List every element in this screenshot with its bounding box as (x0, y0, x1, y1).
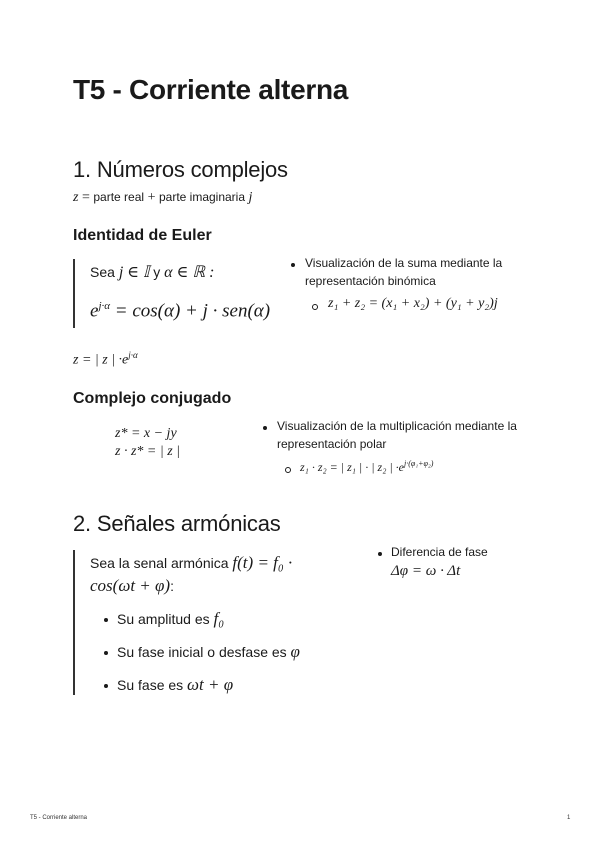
list-item-amplitud (117, 609, 224, 629)
text-y: y (149, 264, 165, 280)
bullet-dot (104, 651, 108, 655)
math-polar-exponent: j·α (128, 350, 138, 360)
math-j-in-imag: j ∈ 𝕀 (118, 264, 150, 281)
euler-formula (90, 300, 270, 322)
math-cos: cos(ωt + φ) (90, 576, 171, 595)
formula-diferencia-fase: Δφ = ω · Δt (391, 563, 461, 579)
blockquote-bar (73, 550, 75, 695)
bullet-multiplicacion-polar: Visualización de la multiplicación mediante la representación polar (277, 419, 517, 451)
item-math: f₀ (213, 609, 225, 628)
bullet-dot (104, 684, 108, 688)
formula-multiplicacion-polar (300, 459, 433, 475)
text-parte-imaginaria: parte imaginaria (158, 190, 246, 204)
section-heading-senales-armonicas: 2. Señales armónicas (73, 511, 281, 536)
math-alpha-in-real: α ∈ ℝ : (164, 264, 215, 281)
item-text: Su fase es (117, 677, 188, 693)
item-text: Su fase inicial o desfase es (117, 644, 291, 660)
formula-suma-binomica: z₁ + z₂ = (x₁ + x₂) + (y₁ + y₂)j (328, 296, 498, 311)
item-math: ωt + φ (187, 675, 234, 694)
math-exponent: j·α (98, 300, 111, 312)
list-item-fase-inicial (117, 642, 300, 662)
armonica-intro-line-2 (90, 576, 174, 596)
bullet-dot (291, 263, 295, 267)
conjugado-line-1: z* = x − jy (115, 426, 177, 441)
text-sea: Sea (90, 264, 119, 280)
bullet-diferencia-fase: Diferencia de fase (391, 545, 488, 559)
bullet-dot (104, 618, 108, 622)
math-f-t: f(t) = f₀ · (232, 553, 293, 572)
sub-bullet-ring (285, 467, 291, 473)
math-polar: z = | z | ·e (73, 352, 129, 368)
math-product: z₁ · z₂ = | z₁ | · | z₂ | ·e (300, 460, 404, 474)
math-euler-rhs: = cos(α) + j · sen(α) (110, 300, 271, 322)
math-j: j (245, 190, 253, 205)
text-parte-real: parte real (93, 190, 145, 204)
bullet-dot (263, 426, 267, 430)
subsection-heading-euler: Identidad de Euler (73, 227, 212, 244)
text-colon: : (170, 578, 174, 594)
list-item-fase (117, 675, 233, 695)
math-equals: = (78, 190, 94, 205)
section-heading-numeros-complejos: 1. Números complejos (73, 157, 288, 182)
blockquote-bar (73, 259, 75, 328)
math-product-exponent: j·(φ₁+φ₂) (404, 459, 434, 468)
armonica-intro-line-1 (90, 553, 292, 573)
math-z: z (73, 190, 79, 205)
euler-premise (90, 262, 214, 282)
complex-definition (73, 188, 252, 206)
bullet-dot (378, 552, 382, 556)
subsection-heading-conjugado: Complejo conjugado (73, 390, 232, 407)
item-text: Su amplitud es (117, 611, 214, 627)
footer-title: T5 - Corriente alterna (30, 815, 88, 821)
sub-bullet-ring (312, 304, 318, 310)
text-sea-senal: Sea la senal armónica (90, 555, 233, 571)
page-number: 1 (567, 815, 571, 821)
item-math: φ (290, 642, 300, 661)
math-plus: + (144, 190, 159, 205)
polar-form (73, 350, 138, 369)
bullet-suma-binomica: Visualización de la suma mediante la representación binómica (305, 256, 503, 288)
conjugado-line-2: z · z* = | z | (115, 444, 180, 459)
page-title: T5 - Corriente alterna (73, 74, 349, 105)
math-e: e (90, 300, 99, 322)
